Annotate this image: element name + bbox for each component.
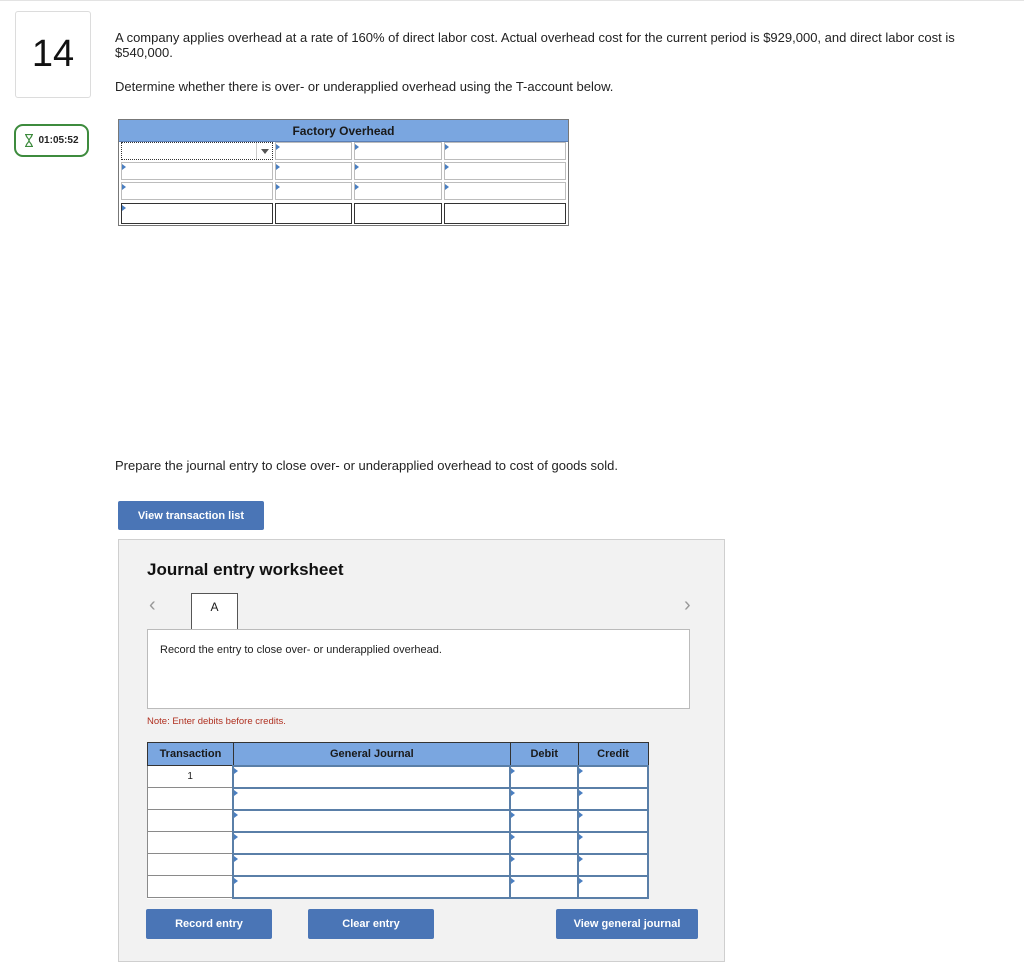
t-account-left-label-input[interactable] xyxy=(121,182,273,200)
table-row xyxy=(148,810,649,832)
problem-text: A company applies overhead at a rate of 160% of direct labor cost. Actual overhead cost for the current period is $929,000, and direct labor cost is $540,000. xyxy=(115,30,955,60)
t-account-right-amount-input[interactable] xyxy=(444,162,566,180)
t-account-left-balance-label[interactable] xyxy=(121,203,273,224)
transaction-cell xyxy=(148,876,234,898)
column-header-general-journal: General Journal xyxy=(233,743,510,766)
t-account-left-label-input[interactable] xyxy=(121,162,273,180)
debit-input[interactable] xyxy=(510,854,578,876)
column-header-transaction: Transaction xyxy=(148,743,234,766)
debits-note: Note: Enter debits before credits. xyxy=(147,716,286,727)
t-account-right-balance-amount[interactable] xyxy=(444,203,566,224)
debit-input[interactable] xyxy=(510,788,578,810)
column-header-debit: Debit xyxy=(510,743,578,766)
debit-input[interactable] xyxy=(510,832,578,854)
worksheet-title: Journal entry worksheet xyxy=(147,560,344,579)
table-row xyxy=(148,832,649,854)
chevron-right-icon[interactable]: › xyxy=(684,594,691,616)
debit-input[interactable] xyxy=(510,810,578,832)
hourglass-icon xyxy=(24,134,34,147)
t-account-factory-overhead xyxy=(118,119,569,226)
journal-prompt: Prepare the journal entry to close over- or underapplied overhead to cost of goods sold. xyxy=(115,458,618,473)
credit-input[interactable] xyxy=(578,810,648,832)
credit-input[interactable] xyxy=(578,766,648,788)
t-account-title: Factory Overhead xyxy=(119,120,568,142)
instruction-text: Determine whether there is over- or underapplied overhead using the T-account below. xyxy=(115,79,614,94)
transaction-cell xyxy=(148,854,234,876)
general-journal-input[interactable] xyxy=(233,854,510,876)
transaction-cell xyxy=(148,832,234,854)
table-row xyxy=(148,766,649,788)
credit-input[interactable] xyxy=(578,832,648,854)
chevron-down-icon[interactable] xyxy=(256,143,272,159)
credit-input[interactable] xyxy=(578,788,648,810)
general-journal-input[interactable] xyxy=(233,832,510,854)
table-row xyxy=(148,876,649,898)
chevron-left-icon[interactable]: ‹ xyxy=(149,594,156,616)
t-account-right-amount-input[interactable] xyxy=(444,142,566,160)
debit-input[interactable] xyxy=(510,876,578,898)
view-transaction-list-button[interactable]: View transaction list xyxy=(118,501,264,530)
top-divider xyxy=(0,0,1024,1)
t-account-left-amount-input[interactable] xyxy=(275,142,352,160)
general-journal-input[interactable] xyxy=(233,810,510,832)
table-row xyxy=(148,854,649,876)
timer-badge xyxy=(14,124,89,157)
t-account-right-amount-input[interactable] xyxy=(444,182,566,200)
general-journal-input[interactable] xyxy=(233,876,510,898)
table-row xyxy=(148,788,649,810)
debit-input[interactable] xyxy=(510,766,578,788)
t-account-left-amount-input[interactable] xyxy=(275,162,352,180)
journal-table xyxy=(147,742,649,899)
t-account-right-label-input[interactable] xyxy=(354,182,442,200)
t-account-left-label-select[interactable] xyxy=(121,142,273,160)
column-header-credit: Credit xyxy=(578,743,648,766)
credit-input[interactable] xyxy=(578,876,648,898)
t-account-right-balance-label[interactable] xyxy=(354,203,442,224)
general-journal-input[interactable] xyxy=(233,788,510,810)
record-entry-button[interactable]: Record entry xyxy=(146,909,272,939)
entry-instruction xyxy=(147,629,690,709)
worksheet-tab-a[interactable]: A xyxy=(191,593,238,630)
question-number: 14 xyxy=(15,11,91,98)
clear-entry-button[interactable]: Clear entry xyxy=(308,909,434,939)
t-account-right-label-input[interactable] xyxy=(354,142,442,160)
entry-instruction-text: Record the entry to close over- or underapplied overhead. xyxy=(160,644,442,656)
t-account-right-label-input[interactable] xyxy=(354,162,442,180)
transaction-cell: 1 xyxy=(148,766,234,788)
journal-entry-worksheet xyxy=(118,539,725,962)
t-account-left-balance-amount[interactable] xyxy=(275,203,352,224)
transaction-cell xyxy=(148,810,234,832)
general-journal-input[interactable] xyxy=(233,766,510,788)
timer-text: 01:05:52 xyxy=(38,135,79,146)
credit-input[interactable] xyxy=(578,854,648,876)
t-account-left-amount-input[interactable] xyxy=(275,182,352,200)
view-general-journal-button[interactable]: View general journal xyxy=(556,909,698,939)
transaction-cell xyxy=(148,788,234,810)
